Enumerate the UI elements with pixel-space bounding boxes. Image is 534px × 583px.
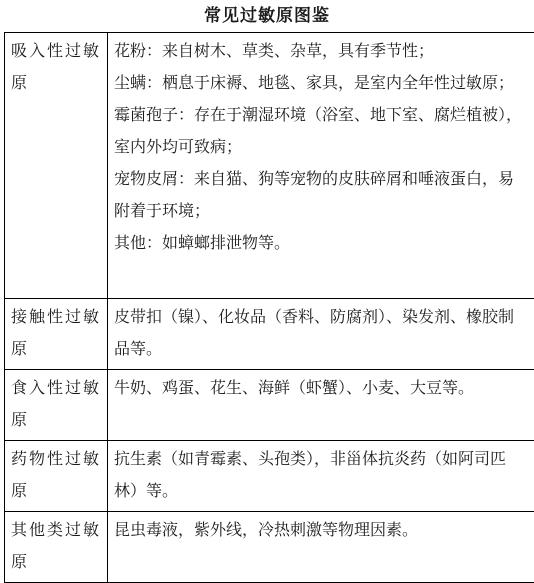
description-cell [108, 33, 534, 299]
description-cell: 抗生素（如青霉素、头孢类），非甾体抗炎药（如阿司匹林）等。 [108, 441, 534, 512]
allergen-line: 宠物皮屑：来自猫、狗等宠物的皮肤碎屑和唾液蛋白，易附着于环境； [114, 163, 528, 227]
category-cell: 药物性过敏原 [5, 441, 108, 512]
category-cell: 接触性过敏原 [5, 299, 108, 370]
allergen-table [4, 32, 534, 583]
allergen-line: 尘螨：栖息于床褥、地毯、家具，是室内全年性过敏原； [114, 67, 528, 99]
table-row [5, 512, 534, 583]
description-cell: 昆虫毒液，紫外线，冷热刺激等物理因素。 [108, 512, 534, 583]
description-cell: 牛奶、鸡蛋、花生、海鲜（虾蟹）、小麦、大豆等。 [108, 370, 534, 441]
category-cell: 食入性过敏原 [5, 370, 108, 441]
category-cell: 吸入性过敏原 [5, 33, 108, 299]
page-title: 常见过敏原图鉴 [0, 0, 534, 32]
allergen-line: 花粉：来自树木、草类、杂草，具有季节性； [114, 35, 528, 67]
table-row [5, 299, 534, 370]
category-cell: 其他类过敏原 [5, 512, 108, 583]
table-row [5, 441, 534, 512]
table-row [5, 33, 534, 299]
allergen-line: 霉菌孢子：存在于潮湿环境（浴室、地下室、腐烂植被），室内外均可致病； [114, 99, 528, 163]
description-cell: 皮带扣（镍）、化妆品（香料、防腐剂）、染发剂、橡胶制品等。 [108, 299, 534, 370]
table-row [5, 370, 534, 441]
allergen-line: 其他：如蟑螂排泄物等。 [114, 227, 528, 259]
